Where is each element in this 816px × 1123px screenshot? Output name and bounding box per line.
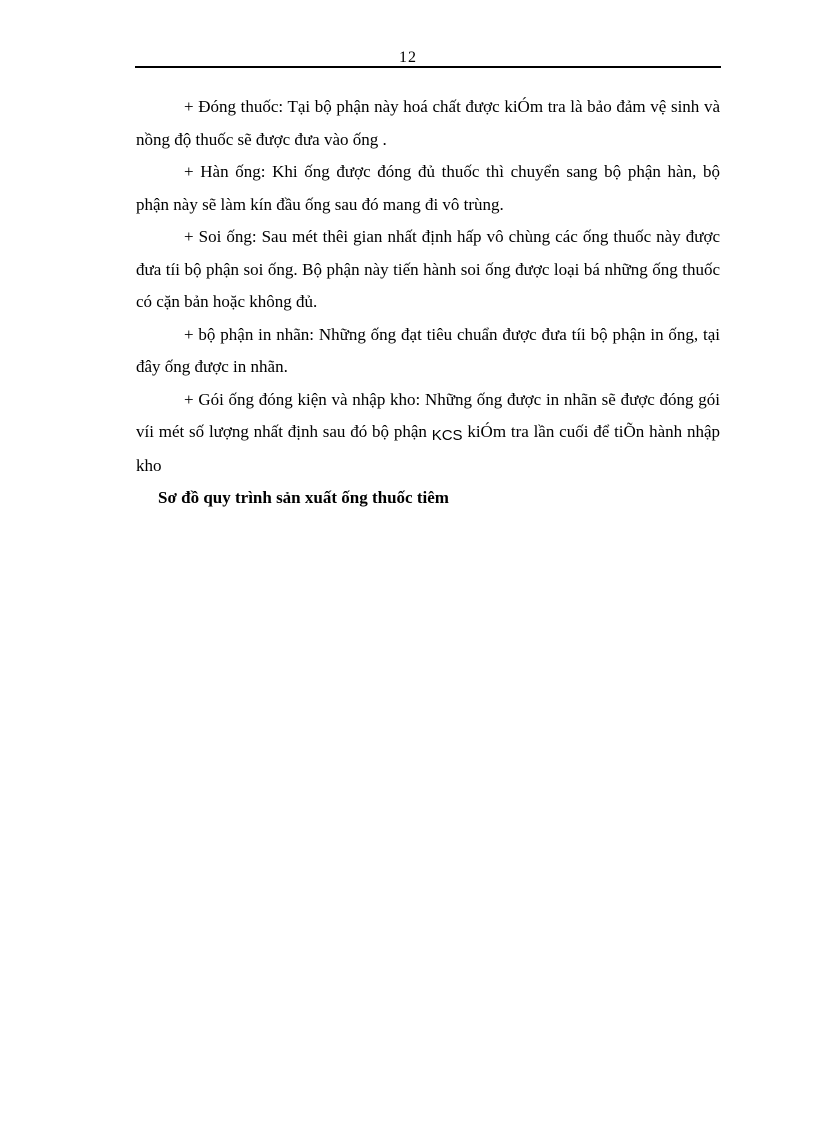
page-number: 12 (399, 49, 417, 66)
header-rule (135, 66, 721, 68)
section-heading: Sơ đồ quy trình sản xuất ống thuốc tiêm (158, 488, 449, 507)
paragraph-goi-ong-text-before: + Gói ống đóng kiện và nhập kho: Những ống được in nhãn sẽ được đóng gói víi mét số lượng nhất định sau đó bộ phận (136, 389, 720, 441)
paragraph-goi-ong-text-after: kiÓm tra lần cuối để tiÕn hành nhập kho (136, 422, 720, 475)
paragraph-han-ong: + Hàn ống: Khi ống được đóng đủ thuốc thì chuyển sang bộ phận hàn, bộ phận này sẽ làm kín đầu ống sau đó mang đi vô trùng. (136, 162, 720, 214)
paragraph-goi-ong (136, 384, 720, 483)
paragraph-in-nhan: + bộ phận in nhãn: Những ống đạt tiêu chuẩn được đưa tíi bộ phận in ống, tại đây ống được in nhãn. (136, 324, 720, 376)
kcs-acronym: KCS (431, 427, 463, 444)
paragraph-soi-ong: + Soi ống: Sau mét thêi gian nhất định hấp vô chùng các ống thuốc này được đưa tíi bộ phận soi ống. Bộ phận này tiến hành soi ống được loại bá những ống thuốc có cặn bản hoặc không đủ. (136, 227, 720, 311)
document-body (136, 91, 720, 515)
paragraph-dong-thuoc: + Đóng thuốc: Tại bộ phận này hoá chất được kiÓm tra là bảo đảm vệ sinh và nồng độ thuốc sẽ được đưa vào ống . (136, 97, 720, 149)
